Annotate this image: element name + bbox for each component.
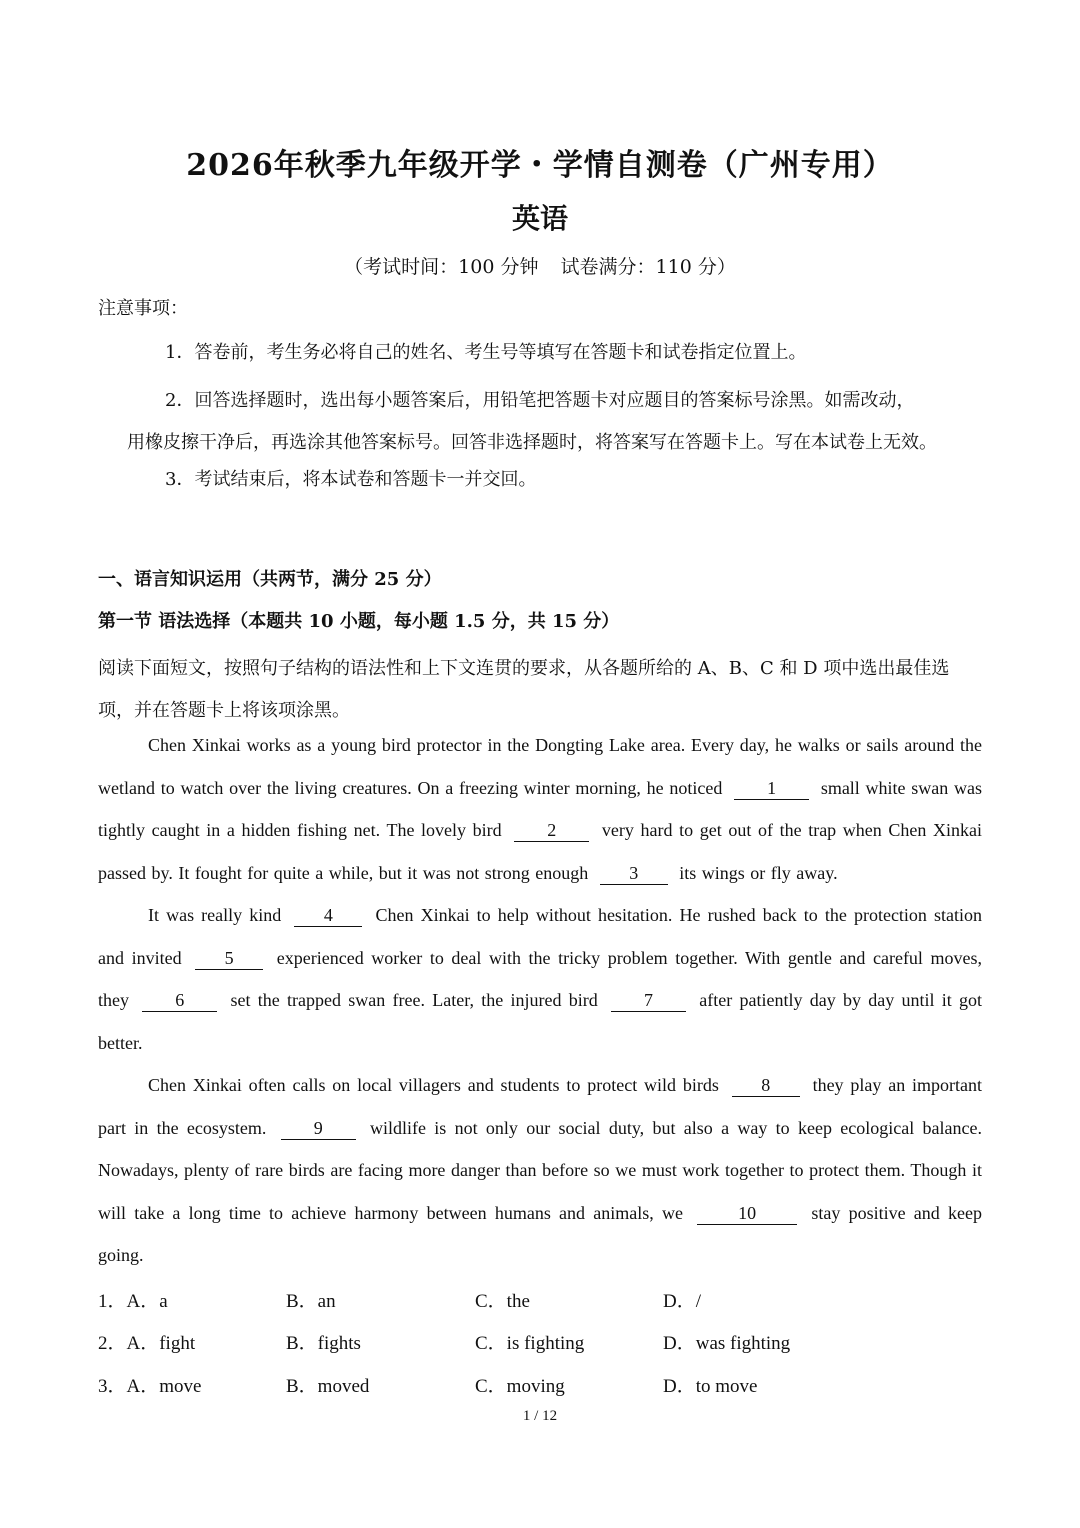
notice-item-3: 3．考试结束后，将本试卷和答题卡一并交回。 <box>165 469 537 490</box>
passage-text: It was really kind <box>148 905 282 925</box>
question-1-option-a: 1．A．a <box>98 1291 168 1312</box>
blank-4: 4 <box>294 904 362 927</box>
passage-paragraph-1 <box>98 724 982 894</box>
notice-item-2 <box>127 380 980 464</box>
exam-time: （考试时间：100 分钟 <box>344 256 539 278</box>
part-heading: 一、语言知识运用（共两节，满分 25 分） <box>98 569 442 590</box>
subject-title: 英语 <box>511 202 568 235</box>
question-1-option-b: B．an <box>286 1291 336 1312</box>
passage-text: they play an important part in the ecosystem. <box>98 1075 983 1138</box>
blank-10: 10 <box>697 1202 797 1225</box>
passage-text: Chen Xinkai to help without hesitation. He rushed back to the protection station and invited <box>98 905 983 968</box>
question-3-option-c: C．moving <box>475 1376 565 1397</box>
notice-label: 注意事项： <box>98 298 188 319</box>
passage-text: stay positive and keep going. <box>98 1202 982 1265</box>
question-3-option-a: 3．A．move <box>98 1376 202 1397</box>
passage-text: Chen Xinkai often calls on local villagers and students to protect wild birds <box>148 1075 719 1095</box>
passage-paragraph-2 <box>98 894 982 1064</box>
page-title: 2026年秋季九年级开学・学情自测卷（广州专用） <box>186 148 894 183</box>
question-1-option-d: D．/ <box>663 1291 702 1312</box>
blank-6: 6 <box>142 989 217 1012</box>
exam-info <box>0 252 1080 279</box>
instruction: 阅读下面短文，按照句子结构的语法性和上下文连贯的要求，从各题所给的 A、B、C 和 D 项中选出最佳选项，并在答题卡上将该项涂黑。 <box>98 658 950 721</box>
blank-5: 5 <box>195 947 263 970</box>
blank-1: 1 <box>734 777 809 800</box>
question-3-option-d: D．to move <box>663 1376 758 1397</box>
notice-item-2-line2: 用橡皮擦干净后，再选涂其他答案标号。回答非选择题时，将答案写在答题卡上。写在本试卷上无效。 <box>127 432 937 453</box>
question-2-option-d: D．was fighting <box>663 1333 791 1354</box>
page-number: 1 / 12 <box>522 1408 558 1424</box>
blank-8: 8 <box>732 1074 800 1097</box>
passage-text: small white swan was tightly caught in a hidden fishing net. The lovely bird <box>98 777 982 840</box>
passage-text: experienced worker to deal with the tricky problem together. With gentle and careful moves, they <box>98 947 983 1010</box>
passage-text: set the trapped swan free. Later, the injured bird <box>230 990 598 1010</box>
question-2-option-b: B．fights <box>286 1333 361 1354</box>
blank-3: 3 <box>600 862 668 885</box>
question-1-option-c: C．the <box>475 1291 530 1312</box>
question-3-option-b: B．moved <box>286 1376 370 1397</box>
passage-text: Chen Xinkai works as a young bird protector in the Dongting Lake area. Every day, he walks or sails around the wetland to watch over the living creatures. On a freezing winter morning, he noticed <box>98 735 982 798</box>
question-3-options <box>98 1371 982 1401</box>
question-2-options <box>98 1328 982 1358</box>
notice-item-2-line1: 2．回答选择题时，选出每小题答案后，用铅笔把答题卡对应题目的答案标号涂黑。如需改动， <box>165 390 915 411</box>
passage-text: its wings or fly away. <box>679 862 838 883</box>
passage-paragraph-3 <box>98 1064 982 1277</box>
question-1-options <box>98 1286 982 1316</box>
question-2-option-a: 2．A．fight <box>98 1333 196 1354</box>
notice-item-1: 1．答卷前，考生务必将自己的姓名、考生号等填写在答题卡和试卷指定位置上。 <box>165 342 807 363</box>
passage-text: wildlife is not only our social duty, but also a way to keep ecological balance. Nowadays, plenty of rare birds are facing more danger than before so we must work together to protect them. Though it will take a long time to achieve harmony between humans and animals, we <box>98 1117 982 1223</box>
blank-2: 2 <box>514 819 589 842</box>
blank-9: 9 <box>281 1117 356 1140</box>
question-2-option-c: C．is fighting <box>475 1333 585 1354</box>
section-heading: 第一节 语法选择（本题共 10 小题，每小题 1.5 分，共 15 分） <box>98 611 620 632</box>
blank-7: 7 <box>611 989 686 1012</box>
full-score: 试卷满分：110 分） <box>560 256 736 278</box>
passage-text: very hard to get out of the trap when Chen Xinkai passed by. It fought for quite a while, but it was not strong enough <box>98 820 983 883</box>
passage-text: after patiently day by day until it got better. <box>98 990 983 1053</box>
